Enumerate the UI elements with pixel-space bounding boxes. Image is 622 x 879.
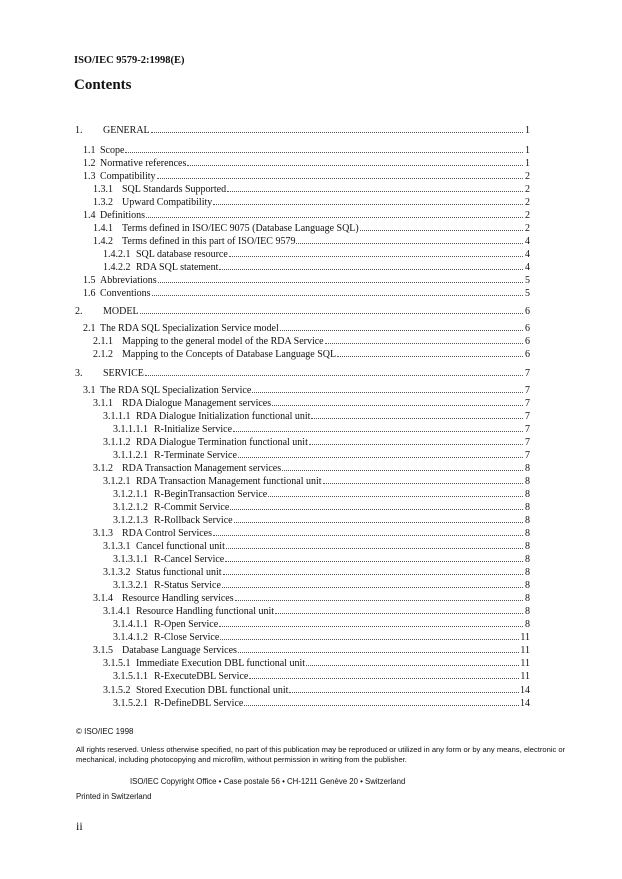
toc-entry-title: R-ExecuteDBL Service bbox=[154, 671, 249, 682]
toc-entry[interactable] bbox=[83, 286, 530, 299]
toc-entry-number: 3.1.3.1.1 bbox=[113, 554, 148, 565]
toc-entry-page: 7 bbox=[525, 385, 530, 396]
toc-entry-page: 1 bbox=[525, 145, 530, 156]
toc-entry-number: 3.1.2.1.3 bbox=[113, 515, 148, 526]
toc-dot-leader bbox=[306, 656, 519, 666]
toc-entry-page: 8 bbox=[525, 502, 530, 513]
toc-entry-title: Normative references bbox=[100, 158, 187, 169]
toc-entry-page: 7 bbox=[525, 411, 530, 422]
toc-entry[interactable] bbox=[93, 234, 530, 247]
toc-dot-leader bbox=[233, 422, 523, 432]
copyright-office-address: ISO/IEC Copyright Office • Case postale 56 • CH-1211 Genève 20 • Switzerland bbox=[130, 777, 406, 786]
toc-entry-number: 3.1.4.1.1 bbox=[113, 619, 148, 630]
toc-entry-title: Compatibility bbox=[100, 171, 156, 182]
toc-entry-number: 1.4.2.2 bbox=[103, 262, 131, 273]
toc-entry-page: 8 bbox=[525, 515, 530, 526]
toc-entry[interactable] bbox=[113, 487, 530, 500]
toc-dot-leader bbox=[145, 366, 523, 376]
toc-entry-number: 3.1.1.2.1 bbox=[113, 450, 148, 461]
toc-entry-number: 2.1 bbox=[83, 323, 96, 334]
toc-entry[interactable] bbox=[103, 435, 530, 448]
toc-entry-title: Resource Handling functional unit bbox=[136, 606, 275, 617]
toc-entry[interactable] bbox=[75, 304, 530, 317]
toc-entry-title: RDA Dialogue Initialization functional unit bbox=[136, 411, 311, 422]
toc-entry[interactable] bbox=[75, 366, 530, 379]
toc-entry[interactable] bbox=[103, 260, 530, 273]
toc-dot-leader bbox=[268, 487, 523, 497]
toc-entry-title: RDA Dialogue Termination functional unit bbox=[136, 437, 308, 448]
toc-entry-title: R-Commit Service bbox=[154, 502, 230, 513]
toc-entry-title: The RDA SQL Specialization Service bbox=[100, 385, 252, 396]
toc-entry-page: 8 bbox=[525, 489, 530, 500]
toc-dot-leader bbox=[151, 123, 523, 133]
toc-entry[interactable] bbox=[93, 643, 530, 656]
toc-entry-number: 1.1 bbox=[83, 145, 96, 156]
toc-entry-page: 7 bbox=[525, 368, 530, 379]
toc-entry-number: 3.1.2.1.2 bbox=[113, 502, 148, 513]
toc-entry-page: 5 bbox=[525, 275, 530, 286]
toc-entry-page: 8 bbox=[525, 463, 530, 474]
toc-dot-leader bbox=[325, 334, 523, 344]
toc-entry-page: 8 bbox=[525, 528, 530, 539]
rights-statement: All rights reserved. Unless otherwise specified, no part of this publication may be reproduced or utilized in any form or by any means, electronic or mechanical, including photocopying and microfilm, without permission in writing from the publisher. bbox=[76, 745, 566, 764]
toc-entry-page: 6 bbox=[525, 336, 530, 347]
toc-entry-title: R-Close Service bbox=[154, 632, 220, 643]
toc-entry[interactable] bbox=[93, 461, 530, 474]
toc-dot-leader bbox=[282, 461, 523, 471]
toc-entry-number: 1.4.2 bbox=[93, 236, 113, 247]
toc-entry[interactable] bbox=[113, 630, 530, 643]
toc-entry-title: RDA Transaction Management services bbox=[122, 463, 282, 474]
toc-entry-title: SQL database resource bbox=[136, 249, 228, 260]
toc-entry-page: 6 bbox=[525, 349, 530, 360]
toc-entry-number: 1.4 bbox=[83, 210, 96, 221]
toc-dot-leader bbox=[152, 286, 523, 296]
toc-dot-leader bbox=[227, 182, 523, 192]
toc-entry[interactable] bbox=[113, 448, 530, 461]
toc-entry[interactable] bbox=[93, 396, 530, 409]
toc-entry-number: 2.1.1 bbox=[93, 336, 113, 347]
toc-entry-title: Cancel functional unit bbox=[136, 541, 225, 552]
toc-entry-title: Mapping to the general model of the RDA Service bbox=[122, 336, 324, 347]
toc-dot-leader bbox=[220, 630, 519, 640]
toc-entry[interactable] bbox=[93, 195, 530, 208]
toc-entry[interactable] bbox=[113, 578, 530, 591]
toc-entry-page: 14 bbox=[520, 698, 530, 709]
page-number: ii bbox=[76, 819, 83, 833]
toc-entry-title: MODEL bbox=[103, 306, 139, 317]
toc-entry[interactable] bbox=[93, 334, 530, 347]
copyright-notice: © ISO/IEC 1998 bbox=[76, 727, 134, 736]
toc-entry-number: 3.1.5 bbox=[93, 645, 113, 656]
toc-entry-number: 1.2 bbox=[83, 158, 96, 169]
toc-dot-leader bbox=[275, 604, 523, 614]
toc-dot-leader bbox=[323, 474, 523, 484]
toc-entry[interactable] bbox=[83, 208, 530, 221]
toc-entry-number: 3.1.1.2 bbox=[103, 437, 131, 448]
toc-entry-page: 4 bbox=[525, 236, 530, 247]
toc-entry-number: 2.1.2 bbox=[93, 349, 113, 360]
toc-entry-title: R-Rollback Service bbox=[154, 515, 233, 526]
toc-entry-title: Definitions bbox=[100, 210, 145, 221]
toc-entry[interactable] bbox=[83, 383, 530, 396]
toc-dot-leader bbox=[238, 448, 523, 458]
toc-entry-page: 2 bbox=[525, 223, 530, 234]
toc-dot-leader bbox=[219, 617, 523, 627]
toc-entry-page: 4 bbox=[525, 262, 530, 273]
toc-dot-leader bbox=[222, 578, 523, 588]
toc-entry-title: R-Cancel Service bbox=[154, 554, 225, 565]
toc-dot-leader bbox=[235, 591, 523, 601]
toc-entry-title: GENERAL bbox=[103, 125, 150, 136]
toc-dot-leader bbox=[158, 273, 523, 283]
toc-entry[interactable] bbox=[113, 500, 530, 513]
toc-dot-leader bbox=[296, 234, 523, 244]
toc-dot-leader bbox=[311, 409, 523, 419]
toc-entry-page: 7 bbox=[525, 437, 530, 448]
toc-dot-leader bbox=[252, 383, 523, 393]
toc-entry-page: 8 bbox=[525, 567, 530, 578]
toc-entry[interactable] bbox=[113, 513, 530, 526]
toc-dot-leader bbox=[289, 683, 519, 693]
toc-entry-number: 3.1.4.1 bbox=[103, 606, 131, 617]
toc-entry-number: 1.3.1 bbox=[93, 184, 113, 195]
toc-dot-leader bbox=[219, 260, 523, 270]
toc-entry[interactable] bbox=[93, 182, 530, 195]
toc-entry-number: 3.1.5.2 bbox=[103, 685, 131, 696]
toc-entry-page: 8 bbox=[525, 541, 530, 552]
toc-entry-page: 2 bbox=[525, 184, 530, 195]
toc-entry-title: R-Status Service bbox=[154, 580, 221, 591]
toc-entry-title: Resource Handling services bbox=[122, 593, 234, 604]
toc-entry[interactable] bbox=[83, 156, 530, 169]
toc-dot-leader bbox=[125, 143, 523, 153]
toc-dot-leader bbox=[309, 435, 523, 445]
toc-entry-title: SQL Standards Supported bbox=[122, 184, 227, 195]
toc-entry-page: 8 bbox=[525, 593, 530, 604]
toc-entry[interactable] bbox=[103, 656, 530, 669]
toc-entry[interactable] bbox=[113, 669, 530, 682]
toc-entry-title: Database Language Services bbox=[122, 645, 237, 656]
toc-entry[interactable] bbox=[113, 422, 530, 435]
toc-entry[interactable] bbox=[83, 321, 530, 334]
toc-entry-title: R-BeginTransaction Service bbox=[154, 489, 268, 500]
toc-entry-number: 1.4.2.1 bbox=[103, 249, 131, 260]
toc-entry-title: R-Open Service bbox=[154, 619, 219, 630]
toc-entry[interactable] bbox=[103, 565, 530, 578]
toc-entry[interactable] bbox=[83, 273, 530, 286]
toc-entry-number: 1.4.1 bbox=[93, 223, 113, 234]
toc-entry-page: 8 bbox=[525, 606, 530, 617]
toc-entry-title: RDA Control Services bbox=[122, 528, 212, 539]
toc-dot-leader bbox=[140, 304, 523, 314]
toc-entry-page: 7 bbox=[525, 398, 530, 409]
toc-entry-title: SERVICE bbox=[103, 368, 144, 379]
toc-entry-page: 11 bbox=[520, 658, 530, 669]
toc-entry[interactable] bbox=[75, 123, 530, 136]
toc-entry-number: 2. bbox=[75, 306, 83, 317]
toc-entry-number: 3.1.2 bbox=[93, 463, 113, 474]
toc-entry-title: Mapping to the Concepts of Database Language SQL bbox=[122, 349, 337, 360]
toc-dot-leader bbox=[234, 513, 523, 523]
toc-dot-leader bbox=[249, 669, 519, 679]
toc-dot-leader bbox=[223, 565, 523, 575]
toc-entry[interactable] bbox=[93, 526, 530, 539]
toc-entry-title: Scope bbox=[100, 145, 125, 156]
toc-entry[interactable] bbox=[83, 169, 530, 182]
toc-dot-leader bbox=[226, 539, 523, 549]
toc-entry-number: 3. bbox=[75, 368, 83, 379]
toc-dot-leader bbox=[229, 247, 523, 257]
toc-entry-number: 3.1.3 bbox=[93, 528, 113, 539]
toc-entry-page: 2 bbox=[525, 210, 530, 221]
toc-entry-title: Status functional unit bbox=[136, 567, 222, 578]
toc-entry-number: 1.6 bbox=[83, 288, 96, 299]
toc-dot-leader bbox=[157, 169, 523, 179]
toc-entry-page: 2 bbox=[525, 197, 530, 208]
toc-entry-title: Stored Execution DBL functional unit bbox=[136, 685, 289, 696]
toc-entry-page: 11 bbox=[520, 632, 530, 643]
toc-entry-number: 3.1.2.1 bbox=[103, 476, 131, 487]
toc-entry-title: Terms defined in ISO/IEC 9075 (Database Language SQL) bbox=[122, 223, 359, 234]
toc-entry[interactable] bbox=[103, 539, 530, 552]
toc-entry-title: R-DefineDBL Service bbox=[154, 698, 244, 709]
toc-entry-number: 3.1.3.2 bbox=[103, 567, 131, 578]
toc-entry-title: Upward Compatibility bbox=[122, 197, 213, 208]
toc-entry-page: 1 bbox=[525, 125, 530, 136]
toc-entry-number: 3.1.1.1 bbox=[103, 411, 131, 422]
toc-entry[interactable] bbox=[93, 221, 530, 234]
toc-entry-title: RDA Transaction Management functional unit bbox=[136, 476, 322, 487]
toc-entry-page: 8 bbox=[525, 619, 530, 630]
toc-entry-title: RDA SQL statement bbox=[136, 262, 219, 273]
toc-entry-number: 3.1.2.1.1 bbox=[113, 489, 148, 500]
toc-entry-page: 5 bbox=[525, 288, 530, 299]
toc-entry-page: 11 bbox=[520, 671, 530, 682]
toc-entry[interactable] bbox=[103, 683, 530, 696]
toc-dot-leader bbox=[238, 643, 519, 653]
toc-dot-leader bbox=[213, 526, 523, 536]
toc-entry-page: 7 bbox=[525, 450, 530, 461]
toc-entry-title: The RDA SQL Specialization Service model bbox=[100, 323, 279, 334]
toc-entry-page: 14 bbox=[520, 685, 530, 696]
toc-entry-page: 8 bbox=[525, 476, 530, 487]
toc-entry-number: 3.1.4.1.2 bbox=[113, 632, 148, 643]
toc-entry-number: 3.1.3.1 bbox=[103, 541, 131, 552]
toc-entry-number: 3.1.5.2.1 bbox=[113, 698, 148, 709]
toc-dot-leader bbox=[360, 221, 523, 231]
toc-entry[interactable] bbox=[103, 474, 530, 487]
document-header: ISO/IEC 9579-2:1998(E) bbox=[74, 55, 185, 66]
toc-entry-title: RDA Dialogue Management services bbox=[122, 398, 272, 409]
toc-dot-leader bbox=[337, 347, 523, 357]
toc-dot-leader bbox=[187, 156, 523, 166]
toc-entry-number: 1.5 bbox=[83, 275, 96, 286]
toc-entry-number: 3.1.3.2.1 bbox=[113, 580, 148, 591]
toc-entry-page: 6 bbox=[525, 323, 530, 334]
toc-entry-page: 4 bbox=[525, 249, 530, 260]
toc-dot-leader bbox=[225, 552, 523, 562]
toc-entry-page: 7 bbox=[525, 424, 530, 435]
toc-entry[interactable] bbox=[113, 552, 530, 565]
toc-entry-number: 3.1 bbox=[83, 385, 96, 396]
toc-entry-title: R-Terminate Service bbox=[154, 450, 237, 461]
toc-entry-number: 3.1.5.1.1 bbox=[113, 671, 148, 682]
toc-dot-leader bbox=[230, 500, 523, 510]
toc-dot-leader bbox=[146, 208, 523, 218]
toc-entry-page: 8 bbox=[525, 554, 530, 565]
toc-entry-number: 1. bbox=[75, 125, 83, 136]
toc-entry[interactable] bbox=[83, 143, 530, 156]
toc-entry-number: 3.1.1 bbox=[93, 398, 113, 409]
toc-entry-page: 1 bbox=[525, 158, 530, 169]
toc-entry[interactable] bbox=[103, 604, 530, 617]
toc-entry-title: Immediate Execution DBL functional unit bbox=[136, 658, 306, 669]
toc-entry-number: 3.1.5.1 bbox=[103, 658, 131, 669]
toc-entry[interactable] bbox=[113, 617, 530, 630]
toc-entry-title: Terms defined in this part of ISO/IEC 9579 bbox=[122, 236, 296, 247]
toc-entry[interactable] bbox=[103, 409, 530, 422]
toc-dot-leader bbox=[244, 696, 519, 706]
toc-entry-number: 3.1.1.1.1 bbox=[113, 424, 148, 435]
toc-entry-page: 8 bbox=[525, 580, 530, 591]
toc-entry[interactable] bbox=[93, 347, 530, 360]
toc-entry-number: 1.3 bbox=[83, 171, 96, 182]
toc-dot-leader bbox=[280, 321, 523, 331]
printed-in: Printed in Switzerland bbox=[76, 792, 152, 801]
toc-entry[interactable] bbox=[103, 247, 530, 260]
toc-entry-page: 2 bbox=[525, 171, 530, 182]
toc-dot-leader bbox=[272, 396, 523, 406]
toc-entry-page: 6 bbox=[525, 306, 530, 317]
page-title: Contents bbox=[74, 77, 132, 93]
toc-entry[interactable] bbox=[113, 696, 530, 709]
toc-entry-title: Conventions bbox=[100, 288, 151, 299]
toc-entry-page: 11 bbox=[520, 645, 530, 656]
toc-entry-number: 3.1.4 bbox=[93, 593, 113, 604]
toc-entry-number: 1.3.2 bbox=[93, 197, 113, 208]
toc-dot-leader bbox=[213, 195, 523, 205]
toc-entry-title: Abbreviations bbox=[100, 275, 157, 286]
toc-entry-title: R-Initialize Service bbox=[154, 424, 233, 435]
toc-entry[interactable] bbox=[93, 591, 530, 604]
